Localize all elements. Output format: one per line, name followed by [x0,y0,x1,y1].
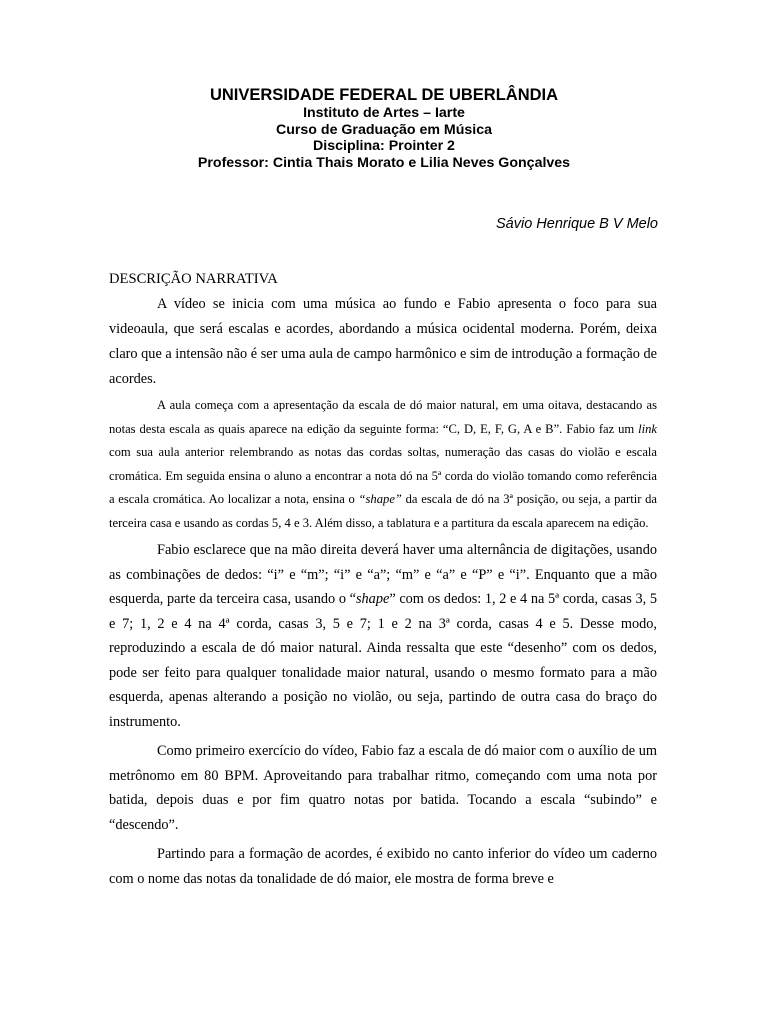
paragraph-3 [109,538,657,734]
course-name: Curso de Graduação em Música [275,121,493,138]
professor-names: Professor: Cintia Thais Morato e Lilia Neves Gonçalves [197,154,571,171]
link-term: link [638,421,657,436]
paragraph-2-text-a: A aula começa com a apresentação da escala de dó maior natural, em uma oitava, destacando as notas desta escala as quais aparece na edição da seguinte forma: “C, D, E, F, G, A e B”. Fabio faz um [109,398,657,436]
university-name: UNIVERSIDADE FEDERAL DE UBERLÂNDIA [209,86,559,104]
paragraph-3-text-b: ” com os dedos: 1, 2 e 4 na 5ª corda, casas 3, 5 e 7; 1, 2 e 4 na 4ª corda, casas 3, 5 e 7; 1 e 2 na 3ª corda, casas 4 e 5. Desse modo, reproduzindo a escala de dó maior natural. Ainda ressalta que este “desenho” com os dedos, pode ser feito para qualquer tonalidade maior natural, usando o mesmo formato para a mão esquerda, apenas alterando a posição no violão, ou seja, partindo de outra casa do braço do instrumento. [109,591,657,730]
document-body [109,270,657,891]
paragraph-2-text-b: com sua aula anterior relembrando as notas das cordas soltas, numeração das casas do violão e escala cromática. Em seguida ensina o aluno a encontrar a nota dó na 5ª corda do violão tomando como referência a escala cromática. Ao localizar a nota, ensina o [109,445,657,506]
section-title: DESCRIÇÃO NARRATIVA [109,271,278,287]
institute-name: Instituto de Artes – Iarte [303,105,465,121]
shape-term: shape [355,591,390,607]
shape-term: “shape” [358,492,402,506]
document-header [109,86,659,171]
paragraph-5: Partindo para a formação de acordes, é exibido no canto inferior do vídeo um caderno com o nome das notas da tonalidade de dó maior, ele mostra de forma breve e [109,846,657,887]
paragraph-4: Como primeiro exercício do vídeo, Fabio faz a escala de dó maior com o auxílio de um metrônomo em 80 BPM. Aproveitando para trabalhar ritmo, começando com uma nota por batida, depois duas e por fim quatro notas por batida. Tocando a escala “subindo” e “descendo”. [109,743,657,833]
discipline-name: Disciplina: Prointer 2 [313,138,455,154]
paragraph-1: A vídeo se inicia com uma música ao fundo e Fabio apresenta o foco para sua videoaula, que será escalas e acordes, abordando a música ocidental moderna. Porém, deixa claro que a intensão não é ser uma aula de campo harmônico e sim de introdução a formação de acordes. [109,296,657,387]
author-name: Sávio Henrique B V Melo [496,216,658,232]
paragraph-2-text-c: da escala de dó na 3ª posição, ou seja, a partir da terceira casa e usando as cordas 5, 4 e 3. Além disso, a tablatura e a partitura da escala aparecem na edição. [109,492,657,530]
paragraph-3-text-a: Fabio esclarece que na mão direita deverá haver uma alternância de digitações, usando as combinações de dedos: “i” e “m”; “i” e “a”; “m” e “a” e “P” e “i”. Enquanto que a mão esquerda, parte da terceira casa, usando o “ [109,542,657,607]
paragraph-2 [109,394,657,535]
